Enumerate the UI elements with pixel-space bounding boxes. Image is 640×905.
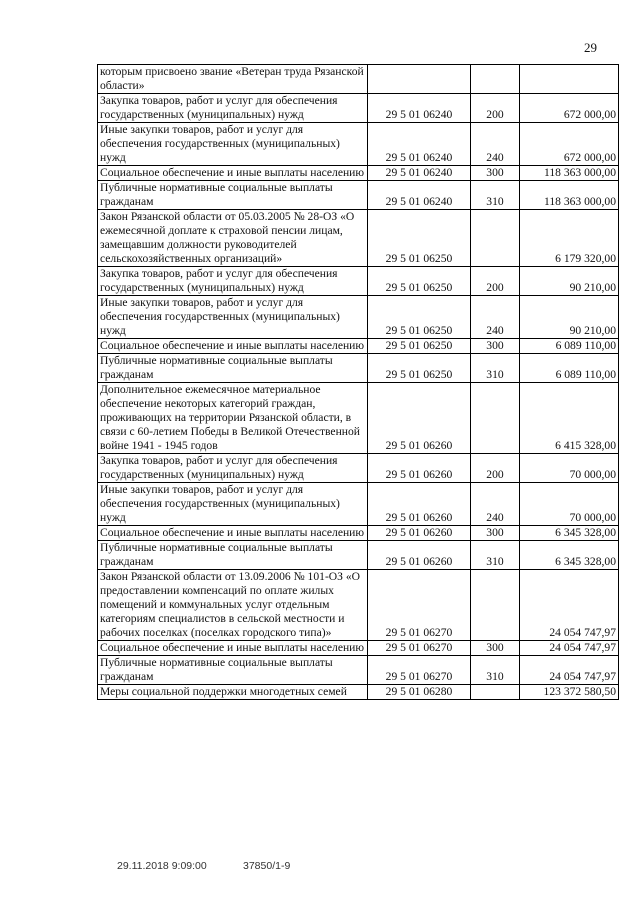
row-expense-type: 310 (471, 354, 520, 383)
row-expense-type: 240 (471, 296, 520, 339)
budget-table (97, 64, 619, 700)
table-row (98, 123, 619, 166)
row-expense-type: 300 (471, 339, 520, 354)
row-amount: 6 089 110,00 (520, 354, 619, 383)
row-amount: 24 054 747,97 (520, 570, 619, 641)
row-amount: 6 345 328,00 (520, 526, 619, 541)
row-code: 29 5 01 06280 (368, 685, 471, 700)
table-body (98, 65, 619, 700)
table-row (98, 94, 619, 123)
row-expense-type (471, 65, 520, 94)
row-code: 29 5 01 06270 (368, 641, 471, 656)
row-name: Меры социальной поддержки многодетных семей (98, 685, 368, 700)
row-amount: 6 415 328,00 (520, 383, 619, 454)
row-expense-type (471, 685, 520, 700)
table-row (98, 181, 619, 210)
row-expense-type: 310 (471, 541, 520, 570)
row-code: 29 5 01 06250 (368, 210, 471, 267)
row-name: Публичные нормативные социальные выплаты гражданам (98, 656, 368, 685)
row-name: Публичные нормативные социальные выплаты гражданам (98, 354, 368, 383)
row-code: 29 5 01 06240 (368, 181, 471, 210)
table-row (98, 656, 619, 685)
row-amount: 90 210,00 (520, 296, 619, 339)
row-name: Социальное обеспечение и иные выплаты населению (98, 339, 368, 354)
table-row (98, 65, 619, 94)
row-name: Закон Рязанской области от 13.09.2006 № 101-ОЗ «О предоставлении компенсаций по оплате жилых помещений и коммунальных услуг отдельным категориям специалистов в сельской местности и рабочих поселках (поселках городского типа)» (98, 570, 368, 641)
row-code: 29 5 01 06250 (368, 354, 471, 383)
row-code: 29 5 01 06240 (368, 94, 471, 123)
row-code: 29 5 01 06250 (368, 296, 471, 339)
row-amount: 24 054 747,97 (520, 656, 619, 685)
row-expense-type: 200 (471, 94, 520, 123)
row-amount: 6 345 328,00 (520, 541, 619, 570)
row-amount: 70 000,00 (520, 454, 619, 483)
row-code: 29 5 01 06240 (368, 166, 471, 181)
row-name: Социальное обеспечение и иные выплаты населению (98, 641, 368, 656)
row-amount: 6 089 110,00 (520, 339, 619, 354)
table-row (98, 641, 619, 656)
row-expense-type: 240 (471, 483, 520, 526)
row-name: Иные закупки товаров, работ и услуг для обеспечения государственных (муниципальных) нужд (98, 483, 368, 526)
table-row (98, 166, 619, 181)
row-name: Социальное обеспечение и иные выплаты населению (98, 526, 368, 541)
table-row (98, 383, 619, 454)
row-expense-type: 310 (471, 181, 520, 210)
row-expense-type: 310 (471, 656, 520, 685)
row-expense-type (471, 383, 520, 454)
table-row (98, 685, 619, 700)
row-code: 29 5 01 06240 (368, 123, 471, 166)
row-name: Публичные нормативные социальные выплаты гражданам (98, 541, 368, 570)
row-amount: 118 363 000,00 (520, 166, 619, 181)
row-code: 29 5 01 06260 (368, 526, 471, 541)
table-row (98, 526, 619, 541)
row-amount: 672 000,00 (520, 94, 619, 123)
row-code: 29 5 01 06250 (368, 267, 471, 296)
row-expense-type: 300 (471, 166, 520, 181)
row-expense-type: 300 (471, 526, 520, 541)
row-name: которым присвоено звание «Ветеран труда Рязанской области» (98, 65, 368, 94)
row-name: Дополнительное ежемесячное материальное обеспечение некоторых категорий граждан, проживающих на территории Рязанской области, в связи с 60-летием Победы в Великой Отечественной войне 1941 - 1945 годов (98, 383, 368, 454)
row-name: Публичные нормативные социальные выплаты гражданам (98, 181, 368, 210)
row-name: Закупка товаров, работ и услуг для обеспечения государственных (муниципальных) нужд (98, 94, 368, 123)
footer-date: 29.11.2018 9:09:00 (117, 860, 207, 872)
row-expense-type: 240 (471, 123, 520, 166)
row-code: 29 5 01 06270 (368, 656, 471, 685)
row-code: 29 5 01 06270 (368, 570, 471, 641)
row-code: 29 5 01 06260 (368, 454, 471, 483)
row-amount: 6 179 320,00 (520, 210, 619, 267)
row-expense-type: 200 (471, 267, 520, 296)
table-row (98, 210, 619, 267)
row-amount: 118 363 000,00 (520, 181, 619, 210)
table-row (98, 296, 619, 339)
row-name: Закупка товаров, работ и услуг для обеспечения государственных (муниципальных) нужд (98, 454, 368, 483)
table-row (98, 454, 619, 483)
row-amount (520, 65, 619, 94)
row-expense-type (471, 210, 520, 267)
footer-doc-id: 37850/1-9 (243, 860, 291, 872)
row-code: 29 5 01 06260 (368, 483, 471, 526)
table-row (98, 354, 619, 383)
row-amount: 70 000,00 (520, 483, 619, 526)
table-row (98, 483, 619, 526)
row-expense-type: 300 (471, 641, 520, 656)
row-code (368, 65, 471, 94)
row-code: 29 5 01 06250 (368, 339, 471, 354)
row-code: 29 5 01 06260 (368, 383, 471, 454)
table-row (98, 570, 619, 641)
row-amount: 672 000,00 (520, 123, 619, 166)
row-amount: 123 372 580,50 (520, 685, 619, 700)
row-name: Иные закупки товаров, работ и услуг для обеспечения государственных (муниципальных) нужд (98, 296, 368, 339)
row-amount: 90 210,00 (520, 267, 619, 296)
row-expense-type (471, 570, 520, 641)
row-name: Социальное обеспечение и иные выплаты населению (98, 166, 368, 181)
page-number: 29 (584, 40, 597, 55)
table-row (98, 267, 619, 296)
row-expense-type: 200 (471, 454, 520, 483)
row-name: Закупка товаров, работ и услуг для обеспечения государственных (муниципальных) нужд (98, 267, 368, 296)
table-row (98, 339, 619, 354)
row-code: 29 5 01 06260 (368, 541, 471, 570)
row-amount: 24 054 747,97 (520, 641, 619, 656)
table-row (98, 541, 619, 570)
row-name: Иные закупки товаров, работ и услуг для обеспечения государственных (муниципальных) нужд (98, 123, 368, 166)
row-name: Закон Рязанской области от 05.03.2005 № 28-ОЗ «О ежемесячной доплате к страховой пенсии лицам, замещавшим должности руководителей сельскохозяйственных организаций» (98, 210, 368, 267)
